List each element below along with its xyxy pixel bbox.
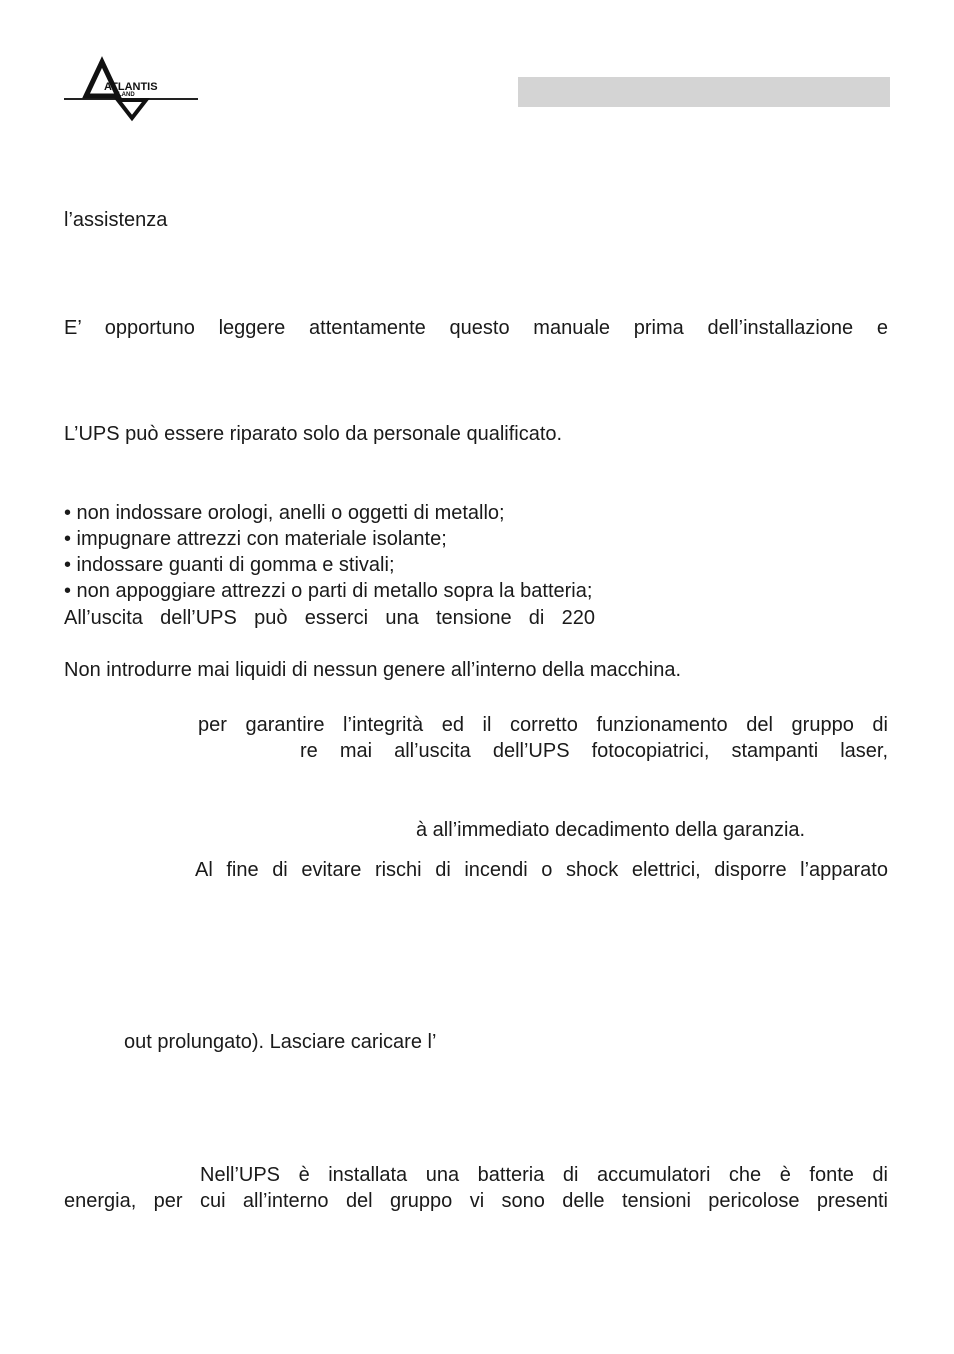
atlantis-logo (60, 56, 202, 122)
text-batteria-1: Nell’UPS è installata una batteria di accumulatori che è fonte di (200, 1164, 888, 1186)
text-decadimento: à all’immediato decadimento della garanzia. (416, 819, 806, 841)
text-prolungato: out prolungato). Lasciare caricare l’ (124, 1031, 437, 1053)
bullet-item: • indossare guanti di gomma e stivali; (64, 554, 395, 576)
bullet-item: • non indossare orologi, anelli o oggetti di metallo; (64, 502, 505, 524)
text-incendi: Al fine di evitare rischi di incendi o shock elettrici, disporre l’apparato (195, 859, 888, 881)
logo-wordmark: ATLANTIS (104, 81, 158, 93)
text-riparato: L’UPS può essere riparato solo da personale qualificato. (64, 423, 563, 445)
text-uscita: All’uscita dell’UPS può esserci una tensione di 220 (64, 607, 595, 629)
logo-sub: LAND (118, 92, 135, 98)
bullet-item: • non appoggiare attrezzi o parti di metallo sopra la batteria; (64, 580, 593, 602)
text-opportuno: E’ opportuno leggere attentamente questo manuale prima dell’installazione e (64, 317, 888, 339)
text-batteria-2: energia, per cui all’interno del gruppo vi sono delle tensioni pericolose presenti (64, 1190, 888, 1212)
bullet-item: • impugnare attrezzi con materiale isolante; (64, 528, 447, 550)
text-uscita2: re mai all’uscita dell’UPS fotocopiatrici, stampanti laser, (300, 740, 888, 762)
text-assistenza: l’assistenza (64, 209, 168, 231)
text-garantire: per garantire l’integrità ed il corretto funzionamento del gruppo di (198, 714, 888, 736)
text-liquidi: Non introdurre mai liquidi di nessun genere all’interno della macchina. (64, 659, 682, 681)
header-bar (518, 77, 890, 107)
